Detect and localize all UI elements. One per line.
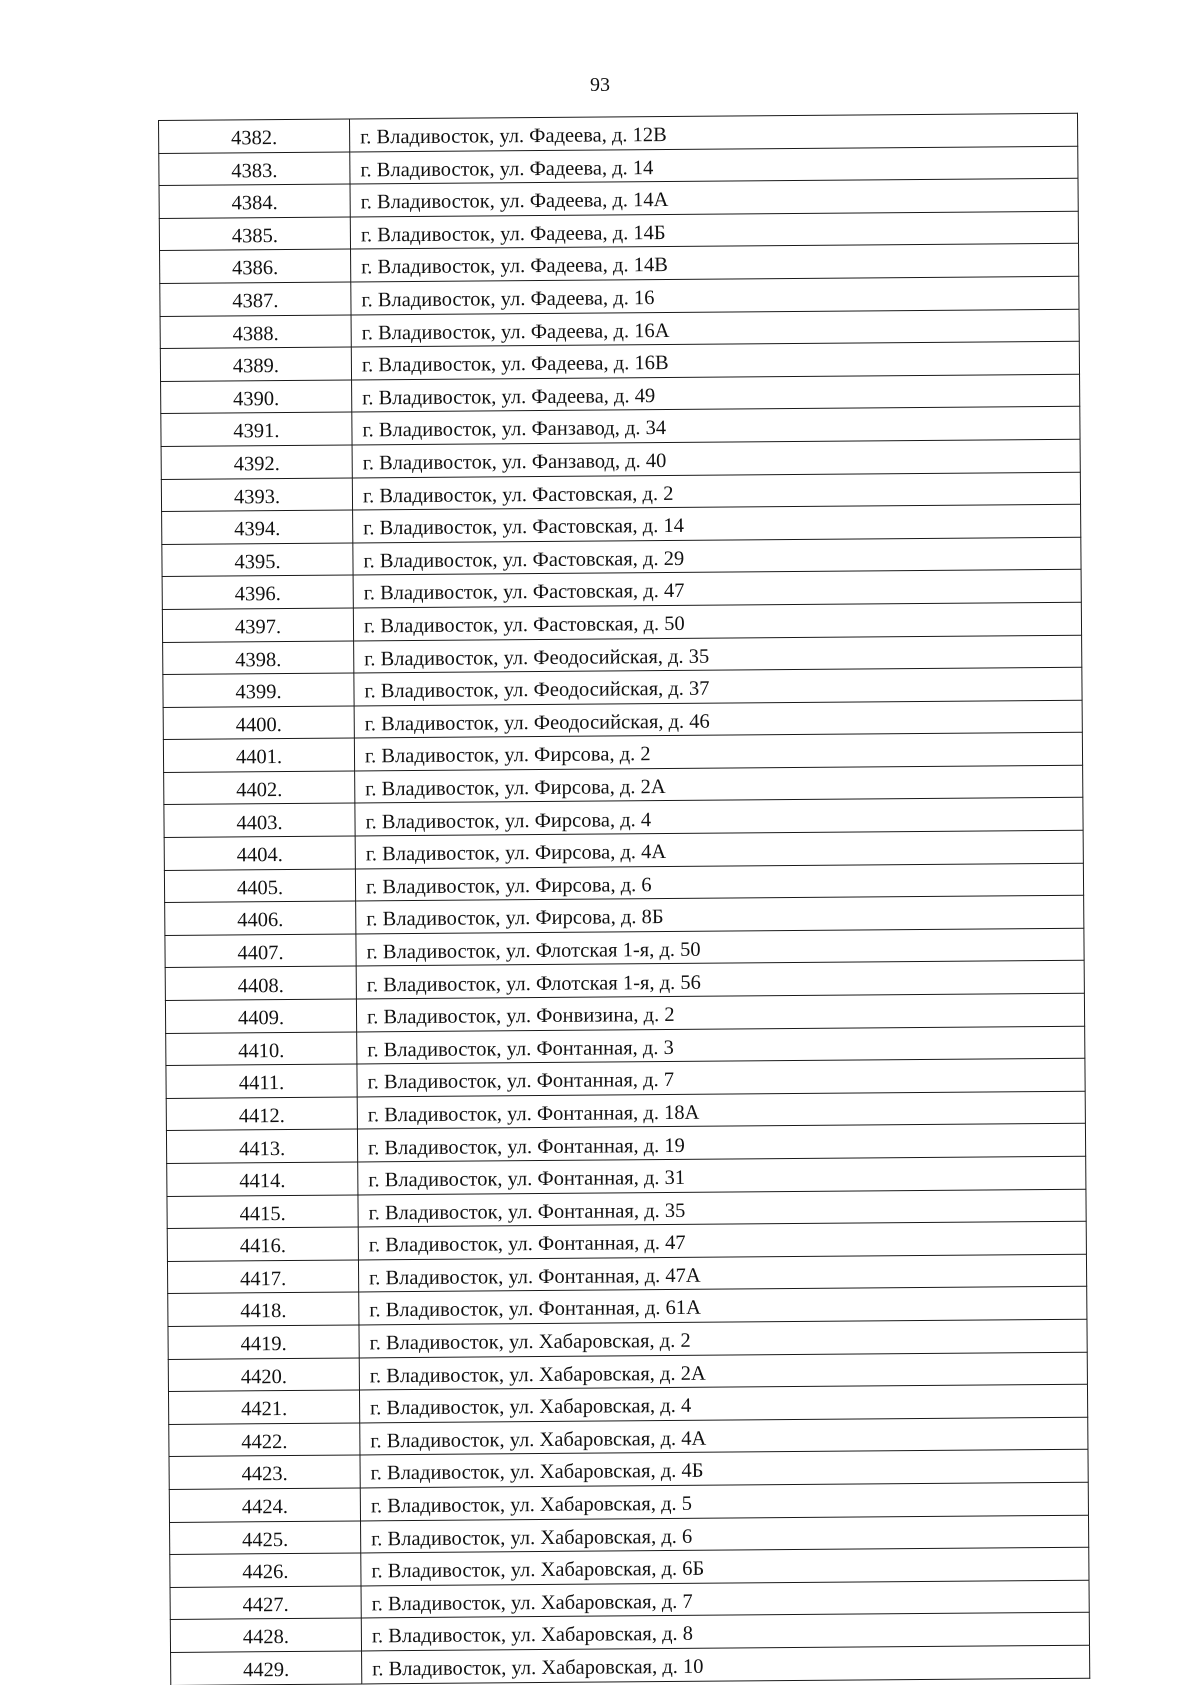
address-cell: г. Владивосток, ул. Фадеева, д. 16 [351, 276, 1079, 314]
address-cell: г. Владивосток, ул. Фадеева, д. 14Б [350, 211, 1078, 249]
row-number-cell: 4387. [160, 282, 351, 316]
row-number-cell: 4417. [167, 1260, 358, 1294]
row-number-cell: 4427. [170, 1586, 361, 1620]
row-number-cell: 4386. [160, 249, 351, 283]
address-cell: г. Владивосток, ул. Хабаровская, д. 8 [361, 1613, 1089, 1651]
row-number-cell: 4401. [163, 738, 354, 772]
row-number-cell: 4400. [163, 706, 354, 740]
address-cell: г. Владивосток, ул. Фанзавод, д. 40 [352, 439, 1080, 477]
address-cell: г. Владивосток, ул. Фирсова, д. 4 [355, 798, 1083, 836]
address-cell: г. Владивосток, ул. Фастовская, д. 14 [353, 504, 1081, 542]
address-cell: г. Владивосток, ул. Феодосийская, д. 37 [354, 667, 1082, 705]
address-table [158, 113, 1090, 1685]
address-cell: г. Владивосток, ул. Хабаровская, д. 4А [360, 1417, 1088, 1455]
row-number-cell: 4384. [159, 184, 350, 218]
row-number-cell: 4395. [162, 543, 353, 577]
address-cell: г. Владивосток, ул. Хабаровская, д. 6 [361, 1515, 1089, 1553]
row-number-cell: 4404. [164, 836, 355, 870]
row-number-cell: 4397. [162, 608, 353, 642]
address-cell: г. Владивосток, ул. Феодосийская, д. 46 [354, 700, 1082, 738]
address-cell: г. Владивосток, ул. Фонтанная, д. 18А [357, 1091, 1085, 1129]
row-number-cell: 4424. [169, 1488, 360, 1522]
address-cell: г. Владивосток, ул. Хабаровская, д. 5 [360, 1482, 1088, 1520]
address-cell: г. Владивосток, ул. Фонтанная, д. 31 [358, 1156, 1086, 1194]
address-cell: г. Владивосток, ул. Флотская 1-я, д. 56 [356, 961, 1084, 999]
address-cell: г. Владивосток, ул. Фастовская, д. 2 [352, 472, 1080, 510]
row-number-cell: 4393. [161, 478, 352, 512]
address-cell: г. Владивосток, ул. Фирсова, д. 6 [355, 863, 1083, 901]
address-cell: г. Владивосток, ул. Фирсова, д. 2А [355, 765, 1083, 803]
row-number-cell: 4407. [165, 934, 356, 968]
row-number-cell: 4428. [170, 1618, 361, 1652]
row-number-cell: 4382. [159, 119, 350, 153]
address-cell: г. Владивосток, ул. Хабаровская, д. 2А [359, 1352, 1087, 1390]
address-cell: г. Владивосток, ул. Хабаровская, д. 7 [361, 1580, 1089, 1618]
row-number-cell: 4414. [167, 1162, 358, 1196]
row-number-cell: 4389. [160, 347, 351, 381]
row-number-cell: 4411. [166, 1064, 357, 1098]
row-number-cell: 4413. [166, 1129, 357, 1163]
row-number-cell: 4392. [161, 445, 352, 479]
address-cell: г. Владивосток, ул. Фонтанная, д. 47 [358, 1221, 1086, 1259]
address-cell: г. Владивосток, ул. Хабаровская, д. 4 [359, 1384, 1087, 1422]
address-cell: г. Владивосток, ул. Фирсова, д. 2 [354, 733, 1082, 771]
row-number-cell: 4394. [162, 510, 353, 544]
address-cell: г. Владивосток, ул. Фанзавод, д. 34 [352, 407, 1080, 445]
address-cell: г. Владивосток, ул. Фирсова, д. 8Б [356, 896, 1084, 934]
row-number-cell: 4399. [163, 673, 354, 707]
address-cell: г. Владивосток, ул. Флотская 1-я, д. 50 [356, 928, 1084, 966]
address-cell: г. Владивосток, ул. Фастовская, д. 29 [353, 537, 1081, 575]
address-cell: г. Владивосток, ул. Феодосийская, д. 35 [354, 635, 1082, 673]
address-cell: г. Владивосток, ул. Фастовская, д. 50 [353, 602, 1081, 640]
address-cell: г. Владивосток, ул. Фонтанная, д. 35 [358, 1189, 1086, 1227]
address-cell: г. Владивосток, ул. Фонтанная, д. 19 [357, 1124, 1085, 1162]
address-cell: г. Владивосток, ул. Фастовская, д. 47 [353, 570, 1081, 608]
address-cell: г. Владивосток, ул. Фадеева, д. 14В [351, 244, 1079, 282]
address-cell: г. Владивосток, ул. Фонтанная, д. 47А [358, 1254, 1086, 1292]
table-row [171, 1645, 1090, 1685]
address-cell: г. Владивосток, ул. Фадеева, д. 12В [349, 113, 1077, 151]
row-number-cell: 4406. [165, 901, 356, 935]
row-number-cell: 4409. [165, 999, 356, 1033]
row-number-cell: 4426. [170, 1553, 361, 1587]
row-number-cell: 4408. [165, 966, 356, 1000]
address-cell: г. Владивосток, ул. Фонтанная, д. 7 [357, 1058, 1085, 1096]
address-cell: г. Владивосток, ул. Фадеева, д. 16А [351, 309, 1079, 347]
row-number-cell: 4391. [161, 412, 352, 446]
address-cell: г. Владивосток, ул. Хабаровская, д. 2 [359, 1319, 1087, 1357]
row-number-cell: 4402. [164, 771, 355, 805]
row-number-cell: 4421. [168, 1390, 359, 1424]
row-number-cell: 4396. [162, 575, 353, 609]
row-number-cell: 4410. [166, 1032, 357, 1066]
address-cell: г. Владивосток, ул. Фадеева, д. 14 [350, 146, 1078, 184]
row-number-cell: 4420. [168, 1358, 359, 1392]
address-cell: г. Владивосток, ул. Фонтанная, д. 3 [357, 1026, 1085, 1064]
row-number-cell: 4383. [159, 152, 350, 186]
page-number: 93 [590, 74, 610, 96]
address-cell: г. Владивосток, ул. Фадеева, д. 49 [352, 374, 1080, 412]
address-table-body [159, 113, 1090, 1685]
row-number-cell: 4422. [169, 1423, 360, 1457]
address-cell: г. Владивосток, ул. Фадеева, д. 16В [351, 341, 1079, 379]
row-number-cell: 4429. [171, 1651, 362, 1685]
row-number-cell: 4425. [170, 1520, 361, 1554]
row-number-cell: 4412. [166, 1097, 357, 1131]
row-number-cell: 4398. [163, 640, 354, 674]
address-cell: г. Владивосток, ул. Хабаровская, д. 6Б [361, 1547, 1089, 1585]
address-cell: г. Владивосток, ул. Фирсова, д. 4А [355, 830, 1083, 868]
address-cell: г. Владивосток, ул. Хабаровская, д. 10 [362, 1645, 1090, 1683]
row-number-cell: 4423. [169, 1455, 360, 1489]
row-number-cell: 4405. [164, 869, 355, 903]
row-number-cell: 4390. [161, 380, 352, 414]
address-cell: г. Владивосток, ул. Хабаровская, д. 4Б [360, 1450, 1088, 1488]
address-cell: г. Владивосток, ул. Фонтанная, д. 61А [359, 1287, 1087, 1325]
address-cell: г. Владивосток, ул. Фонвизина, д. 2 [356, 993, 1084, 1031]
row-number-cell: 4403. [164, 803, 355, 837]
row-number-cell: 4419. [168, 1325, 359, 1359]
row-number-cell: 4415. [167, 1195, 358, 1229]
row-number-cell: 4416. [167, 1227, 358, 1261]
row-number-cell: 4388. [160, 315, 351, 349]
address-cell: г. Владивосток, ул. Фадеева, д. 14А [350, 178, 1078, 216]
row-number-cell: 4385. [159, 217, 350, 251]
row-number-cell: 4418. [168, 1292, 359, 1326]
